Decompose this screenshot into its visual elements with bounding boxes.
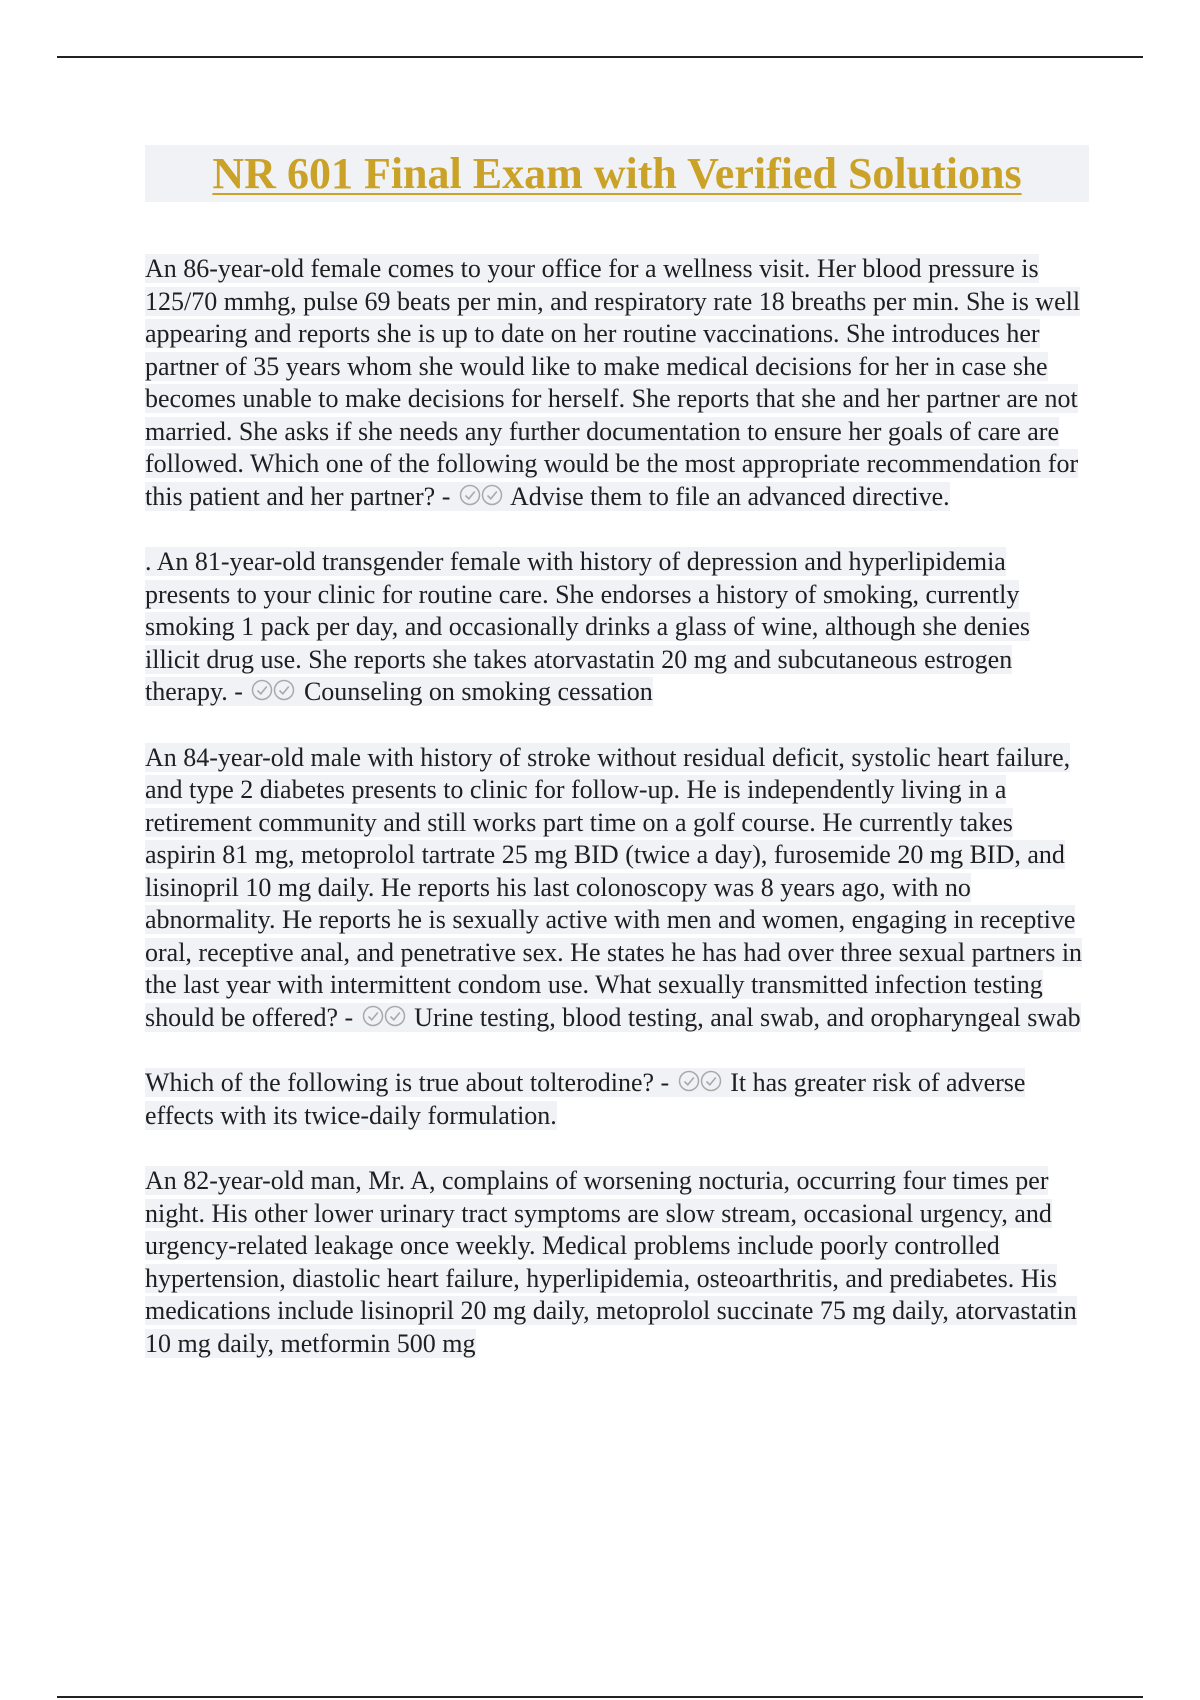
title-banner bbox=[145, 145, 1089, 202]
question-text: An 84-year-old male with history of stroke without residual deficit, systolic heart failure, and type 2 diabetes presents to clinic for follow-up. He is independently living in a retirement community and still works part time on a golf course. He currently takes aspirin 81 mg, metoprolol tartrate 25 mg BID (twice a day), furosemide 20 mg BID, and lisinopril 10 mg daily. He reports his last colonoscopy was 8 years ago, with no abnormality. He reports he is sexually active with men and women, engaging in receptive oral, receptive anal, and penetrative sex. He states he has had over three sexual partners in the last year with intermittent condom use. What sexually transmitted infection testing should be offered? - bbox=[145, 742, 1083, 1032]
question-text: An 82-year-old man, Mr. A, complains of worsening nocturia, occurring four times per night. His other lower urinary tract symptoms are slow stream, occasional urgency, and urgency-related leakage once weekly. Medical problems include poorly controlled hypertension, diastolic heart failure, hyperlipidemia, osteoarthritis, and prediabetes. His medications include lisinopril 20 mg daily, metoprolol succinate 75 mg daily, atorvastatin 10 mg daily, metformin 500 mg bbox=[145, 1166, 1077, 1358]
qa-highlight bbox=[145, 743, 1082, 1032]
answer-text: Counseling on smoking cessation bbox=[303, 677, 653, 706]
double-check-circle-icon bbox=[251, 678, 295, 702]
header-rule bbox=[57, 56, 1143, 58]
qa-item bbox=[145, 1067, 1089, 1132]
page-title: NR 601 Final Exam with Verified Solutions bbox=[212, 149, 1022, 198]
question-text: An 86-year-old female comes to your office for a wellness visit. Her blood pressure is 125/70 mmhg, pulse 69 beats per min, and respiratory rate 18 breaths per min. She is well appearing and reports she is up to date on her routine vaccinations. She introduces her partner of 35 years whom she would like to make medical decisions for her in case she becomes unable to make decisions for herself. She reports that she and her partner are not married. She asks if she needs any further documentation to ensure her goals of care are followed. Which one of the following would be the most appropriate recommendation for this patient and her partner? - bbox=[145, 254, 1081, 511]
qa-item bbox=[145, 742, 1089, 1035]
qa-item bbox=[145, 546, 1089, 709]
qa-highlight bbox=[145, 1068, 1025, 1130]
answer-text: Advise them to file an advanced directive. bbox=[509, 481, 950, 511]
double-check-circle-icon bbox=[362, 1004, 406, 1028]
answer-text: Urine testing, blood testing, anal swab, and oropharyngeal swab bbox=[414, 1002, 1081, 1032]
qa-highlight bbox=[145, 1166, 1077, 1358]
double-check-circle-icon bbox=[459, 483, 503, 507]
double-check-circle-icon bbox=[678, 1069, 722, 1093]
qa-highlight bbox=[145, 547, 1030, 706]
question-text: Which of the following is true about tolterodine? - bbox=[145, 1068, 676, 1097]
qa-item-partial bbox=[145, 1165, 1089, 1360]
footer-rule bbox=[57, 1696, 1143, 1698]
question-text: . An 81-year-old transgender female with history of depression and hyperlipidemia presents to your clinic for routine care. She endorses a history of smoking, currently smoking 1 pack per day, and occasionally drinks a glass of wine, although she denies illicit drug use. She reports she takes atorvastatin 20 mg and subcutaneous estrogen therapy. - bbox=[145, 547, 1030, 706]
answer-text: It has greater risk of adverse effects with its twice-daily formulation. bbox=[145, 1068, 1026, 1130]
qa-highlight bbox=[145, 254, 1080, 511]
qa-item bbox=[145, 253, 1089, 513]
document-body bbox=[145, 253, 1089, 1393]
